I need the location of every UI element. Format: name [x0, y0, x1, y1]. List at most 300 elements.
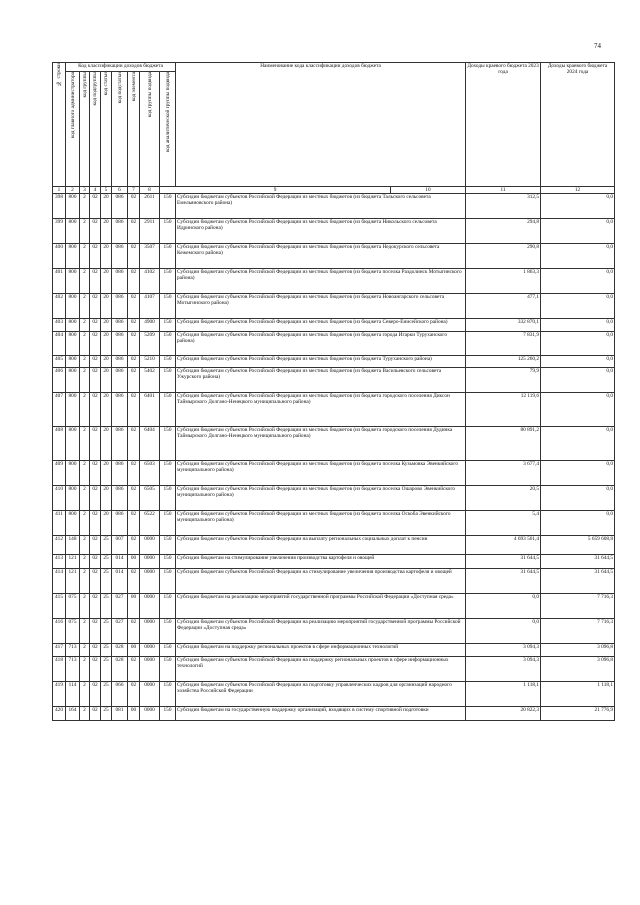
column-number: 7: [128, 187, 140, 194]
group-code-cell: 2: [80, 332, 90, 356]
revenue-2024-cell: 0,0: [541, 368, 615, 393]
row-number-cell: 414: [53, 568, 66, 593]
subtype-group-code-cell: 5402: [140, 368, 160, 393]
revenue-name-cell: Субсидии бюджетам субъектов Российской Федерации на поддержку региональных проектов в сфере информационных технологий: [176, 656, 466, 681]
revenue-2024-cell: 5 659 608,8: [541, 536, 615, 555]
subtype-group-code-cell: 5209: [140, 332, 160, 356]
subtype-group-code-cell: 0000: [140, 706, 160, 720]
column-number: 5: [101, 187, 112, 194]
revenue-2024-cell: 0,0: [541, 194, 615, 219]
subgroup-code-cell: 02: [90, 555, 101, 568]
analytic-group-code-cell: 150: [160, 486, 176, 511]
revenue-2024-cell: 7 716,3: [541, 593, 615, 618]
subarticle-code-cell: 086: [112, 393, 128, 427]
subgroup-code-cell: 02: [90, 656, 101, 681]
revenue-name-cell: Субсидии бюджетам субъектов Российской Федерации на подготовку управленческих кадров для организаций народного хозяйства Российской Федерации: [176, 681, 466, 706]
admin-code-cell: 075: [66, 618, 80, 643]
subgroup-code-cell: 02: [90, 427, 101, 461]
row-number-cell: 411: [53, 511, 66, 536]
revenue-2024-cell: 0,0: [541, 219, 615, 244]
subarticle-code-cell: 086: [112, 294, 128, 319]
element-code-header: [128, 72, 140, 187]
revenue-2023-cell: 20 822,3: [466, 706, 541, 720]
analytic-group-code-cell: 150: [160, 319, 176, 332]
table-row: [53, 427, 615, 461]
analytic-group-code-cell: 150: [160, 194, 176, 219]
subarticle-code-cell: 027: [112, 593, 128, 618]
revenue-2023-cell: 290,8: [466, 244, 541, 269]
revenue-name-cell: Субсидии бюджетам субъектов Российской Федерации из местных бюджетов (из бюджета поселка Оскоба Эвенкийского муниципального района): [176, 511, 466, 536]
revenue-name-cell: Субсидии бюджетам на государственную поддержку организаций, входящих в систему спортивной подготовки: [176, 706, 466, 720]
revenue-2023-cell: 294,8: [466, 219, 541, 244]
revenue-2023-cell: 332 870,1: [466, 319, 541, 332]
column-number-row: [53, 187, 615, 194]
article-code-cell: 25: [101, 706, 112, 720]
admin-code-cell: 114: [66, 681, 80, 706]
revenue-name-cell: Субсидии бюджетам субъектов Российской Федерации из местных бюджетов (из бюджета городского поселения Дудинка Таймырского Долгано-Ненецкого муниципального района): [176, 427, 466, 461]
row-number-cell: 416: [53, 618, 66, 643]
subarticle-code-cell: 086: [112, 486, 128, 511]
group-code-cell: 2: [80, 643, 90, 656]
element-code-cell: 02: [128, 319, 140, 332]
row-number-cell: 398: [53, 194, 66, 219]
subtype-group-code-cell: 0000: [140, 593, 160, 618]
group-code-cell: 2: [80, 194, 90, 219]
subtype-group-code-cell: 4107: [140, 294, 160, 319]
revenue-2024-cell: 0,0: [541, 294, 615, 319]
admin-code-cell: 075: [66, 593, 80, 618]
revenue-2023-cell: 0,0: [466, 593, 541, 618]
subarticle-code-cell: 014: [112, 555, 128, 568]
group-code-cell: 2: [80, 219, 90, 244]
admin-code-cell: 800: [66, 393, 80, 427]
analytic-group-code-header: [160, 72, 176, 187]
admin-code-cell: 121: [66, 555, 80, 568]
subtype-group-code-cell: 6503: [140, 461, 160, 486]
revenue-name-cell: Субсидии бюджетам субъектов Российской Федерации из местных бюджетов (из бюджета поселка Кузьмовка Эвенкийского муниципального района): [176, 461, 466, 486]
group-code-header-label: код группы: [81, 72, 88, 98]
revenue-2023-cell: 125 260,2: [466, 356, 541, 368]
revenue-2023-cell: 80 891,2: [466, 427, 541, 461]
revenue-name-cell: Субсидии бюджетам субъектов Российской Федерации из местных бюджетов (из бюджета Недокурского сельсовета Кежемского района): [176, 244, 466, 269]
table-row: [53, 269, 615, 294]
table-row: [53, 681, 615, 706]
element-code-cell: 02: [128, 568, 140, 593]
revenue-name-cell: Субсидии бюджетам на реализацию мероприятий государственной программы Российской Федерации «Доступная среда»: [176, 593, 466, 618]
table-row: [53, 319, 615, 332]
analytic-group-code-cell: 150: [160, 244, 176, 269]
revenue-name-cell: Субсидии бюджетам субъектов Российской Федерации из местных бюджетов (из бюджета Новоангарского сельсовета Мотыгинского района): [176, 294, 466, 319]
group-code-cell: 2: [80, 568, 90, 593]
article-code-cell: 20: [101, 194, 112, 219]
subgroup-code-cell: 02: [90, 244, 101, 269]
subarticle-code-cell: 066: [112, 681, 128, 706]
analytic-group-code-cell: 150: [160, 593, 176, 618]
revenue-name-cell: Субсидии бюджетам субъектов Российской Федерации из местных бюджетов (из бюджета Северо-Енисейского района): [176, 319, 466, 332]
revenue-name-cell: Субсидии бюджетам субъектов Российской Федерации из местных бюджетов (из бюджета Тальского сельсовета Емельяновского района): [176, 194, 466, 219]
subarticle-code-cell: 086: [112, 269, 128, 294]
subgroup-code-cell: 02: [90, 511, 101, 536]
admin-code-cell: 800: [66, 194, 80, 219]
subarticle-code-cell: 014: [112, 568, 128, 593]
subtype-group-code-cell: 6505: [140, 486, 160, 511]
subtype-group-code-cell: 0000: [140, 618, 160, 643]
article-code-cell: 25: [101, 555, 112, 568]
group-code-cell: 2: [80, 356, 90, 368]
row-number-cell: 401: [53, 269, 66, 294]
subtype-group-code-cell: 0000: [140, 643, 160, 656]
subgroup-code-cell: 02: [90, 486, 101, 511]
revenue-2023-cell: 3 094,3: [466, 643, 541, 656]
revenue-2024-cell: 3 096,8: [541, 643, 615, 656]
table-row: [53, 194, 615, 219]
group-code-cell: 2: [80, 511, 90, 536]
table-row: [53, 555, 615, 568]
revenue-2023-cell: 1 118,1: [466, 681, 541, 706]
admin-code-cell: 121: [66, 568, 80, 593]
subtype-group-code-cell: 2611: [140, 194, 160, 219]
subgroup-code-cell: 02: [90, 536, 101, 555]
revenue-name-cell: Субсидии бюджетам субъектов Российской Федерации из местных бюджетов (из бюджета Никольского сельсовета Идринского района): [176, 219, 466, 244]
group-code-cell: 2: [80, 618, 90, 643]
group-code-cell: 2: [80, 681, 90, 706]
subtype-group-code-cell: 6401: [140, 393, 160, 427]
element-code-cell: 00: [128, 555, 140, 568]
element-code-cell: 00: [128, 643, 140, 656]
subtype-group-code-cell: 4102: [140, 269, 160, 294]
page-number: 74: [594, 42, 601, 50]
analytic-group-code-cell: 150: [160, 511, 176, 536]
row-number-cell: 406: [53, 368, 66, 393]
table-body: [53, 187, 615, 721]
subarticle-code-cell: 086: [112, 461, 128, 486]
subgroup-code-cell: 02: [90, 593, 101, 618]
subarticle-code-header-label: код подстатьи: [116, 72, 123, 104]
row-number-cell: 420: [53, 706, 66, 720]
group-code-cell: 2: [80, 393, 90, 427]
element-code-cell: 02: [128, 461, 140, 486]
revenue-2023-cell: 3 677,4: [466, 461, 541, 486]
subgroup-code-cell: 02: [90, 294, 101, 319]
element-code-cell: 02: [128, 656, 140, 681]
revenue-2023-cell: 312,5: [466, 194, 541, 219]
element-code-cell: 02: [128, 194, 140, 219]
table-row: [53, 219, 615, 244]
element-code-cell: 02: [128, 427, 140, 461]
table-row: [53, 368, 615, 393]
revenue-2024-header: Доходы краевого бюджета 2024 года: [541, 63, 615, 187]
subarticle-code-cell: 086: [112, 427, 128, 461]
subtype-group-code-cell: 6404: [140, 427, 160, 461]
article-code-cell: 20: [101, 486, 112, 511]
revenue-2023-cell: 1 863,3: [466, 269, 541, 294]
revenue-2023-cell: 3 094,3: [466, 656, 541, 681]
revenue-2023-cell: 4 693 561,4: [466, 536, 541, 555]
column-number: 8: [140, 187, 160, 194]
group-code-cell: 2: [80, 593, 90, 618]
table-row: [53, 643, 615, 656]
revenue-2024-cell: 0,0: [541, 319, 615, 332]
admin-code-cell: 800: [66, 269, 80, 294]
revenue-name-cell: Субсидии бюджетам субъектов Российской Федерации из местных бюджетов (из бюджета Васильевского сельсовета Ужурского района): [176, 368, 466, 393]
analytic-group-code-cell: 150: [160, 656, 176, 681]
column-number: 3: [80, 187, 90, 194]
article-code-cell: 20: [101, 356, 112, 368]
article-code-cell: 25: [101, 536, 112, 555]
subarticle-code-cell: 086: [112, 368, 128, 393]
element-code-cell: 02: [128, 486, 140, 511]
row-number-cell: 407: [53, 393, 66, 427]
revenue-name-cell: Субсидии бюджетам субъектов Российской Федерации из местных бюджетов (из бюджета поселка Ошарово Эвенкийского муниципального района): [176, 486, 466, 511]
subgroup-code-cell: 02: [90, 368, 101, 393]
revenue-2024-cell: 0,0: [541, 393, 615, 427]
revenue-2024-cell: 1 118,1: [541, 681, 615, 706]
element-code-cell: 02: [128, 536, 140, 555]
group-code-cell: 2: [80, 656, 90, 681]
article-code-cell: 20: [101, 511, 112, 536]
subgroup-code-cell: 02: [90, 356, 101, 368]
row-number-header: [53, 63, 66, 187]
admin-code-cell: 800: [66, 511, 80, 536]
revenue-2023-cell: 31 644,5: [466, 555, 541, 568]
column-number: 11: [466, 187, 541, 194]
subtype-group-code-cell: 0000: [140, 681, 160, 706]
subarticle-code-cell: 086: [112, 319, 128, 332]
row-number-cell: 400: [53, 244, 66, 269]
subgroup-code-cell: 02: [90, 568, 101, 593]
subtype-group-code-cell: 0000: [140, 568, 160, 593]
row-number-cell: 410: [53, 486, 66, 511]
table-row: [53, 568, 615, 593]
group-code-cell: 2: [80, 461, 90, 486]
group-code-cell: 2: [80, 319, 90, 332]
admin-code-cell: 800: [66, 294, 80, 319]
revenue-name-cell: Субсидии бюджетам субъектов Российской Федерации на выплату региональных социальных доплат к пенсии: [176, 536, 466, 555]
revenue-2024-cell: 21 776,9: [541, 706, 615, 720]
column-number: 12: [541, 187, 615, 194]
subarticle-code-cell: 027: [112, 618, 128, 643]
row-number-cell: 419: [53, 681, 66, 706]
subarticle-code-cell: 081: [112, 706, 128, 720]
admin-code-cell: 800: [66, 332, 80, 356]
classification-code-group-header: Код классификации доходов бюджета: [66, 63, 176, 72]
revenue-2024-cell: 0,0: [541, 511, 615, 536]
revenue-name-cell: Субсидии бюджетам субъектов Российской Федерации из местных бюджетов (из бюджета города Игарки Туруханского района): [176, 332, 466, 356]
revenue-2024-cell: 0,0: [541, 461, 615, 486]
group-code-header: [80, 72, 90, 187]
revenue-2024-cell: 0,0: [541, 486, 615, 511]
subgroup-code-cell: 02: [90, 618, 101, 643]
subarticle-code-header: [112, 72, 128, 187]
analytic-group-code-cell: 150: [160, 555, 176, 568]
row-number-cell: 413: [53, 555, 66, 568]
revenue-2024-cell: 7 716,3: [541, 618, 615, 643]
article-code-cell: 20: [101, 219, 112, 244]
element-code-cell: 02: [128, 244, 140, 269]
row-number-cell: 399: [53, 219, 66, 244]
subgroup-code-cell: 02: [90, 332, 101, 356]
article-code-cell: 20: [101, 294, 112, 319]
group-code-cell: 2: [80, 706, 90, 720]
column-number: 9: [160, 187, 391, 194]
row-number-header-label: № строки: [56, 63, 62, 86]
admin-code-header: [66, 72, 80, 187]
subtype-group-code-cell: 0000: [140, 555, 160, 568]
revenue-2023-cell: 0,0: [466, 618, 541, 643]
group-code-cell: 2: [80, 244, 90, 269]
subgroup-code-cell: 02: [90, 643, 101, 656]
element-code-cell: 02: [128, 269, 140, 294]
subgroup-code-cell: 02: [90, 194, 101, 219]
subtype-group-code-cell: 6522: [140, 511, 160, 536]
subarticle-code-cell: 028: [112, 656, 128, 681]
element-code-cell: 02: [128, 368, 140, 393]
subarticle-code-cell: 007: [112, 536, 128, 555]
revenue-2024-cell: 3 096,8: [541, 656, 615, 681]
analytic-group-code-header-label: код аналитической группы подвида: [164, 72, 171, 152]
table-row: [53, 593, 615, 618]
element-code-cell: 02: [128, 332, 140, 356]
article-code-cell: 25: [101, 618, 112, 643]
group-code-cell: 2: [80, 427, 90, 461]
group-code-cell: 2: [80, 269, 90, 294]
row-number-cell: 409: [53, 461, 66, 486]
analytic-group-code-cell: 150: [160, 356, 176, 368]
subgroup-code-cell: 02: [90, 706, 101, 720]
admin-code-cell: 800: [66, 427, 80, 461]
analytic-group-code-cell: 150: [160, 269, 176, 294]
element-code-header-label: код элемента: [130, 72, 137, 102]
revenue-2024-cell: 0,0: [541, 356, 615, 368]
subgroup-code-cell: 02: [90, 681, 101, 706]
subarticle-code-cell: 086: [112, 511, 128, 536]
table-row: [53, 461, 615, 486]
element-code-cell: 02: [128, 393, 140, 427]
article-code-cell: 25: [101, 643, 112, 656]
row-number-cell: 412: [53, 536, 66, 555]
admin-code-cell: 800: [66, 319, 80, 332]
row-number-cell: 418: [53, 656, 66, 681]
article-code-cell: 25: [101, 568, 112, 593]
revenue-2023-cell: 12 119,6: [466, 393, 541, 427]
analytic-group-code-cell: 150: [160, 568, 176, 593]
revenue-2023-cell: 7 831,9: [466, 332, 541, 356]
element-code-cell: 00: [128, 706, 140, 720]
table-row: [53, 656, 615, 681]
row-number-cell: 402: [53, 294, 66, 319]
table-row: [53, 486, 615, 511]
name-column-header: Наименование кода классификации доходов бюджета: [176, 63, 466, 187]
revenue-2024-cell: 0,0: [541, 269, 615, 294]
revenue-2023-header: Доходы краевого бюджета 2023 года: [466, 63, 541, 187]
revenue-name-cell: Субсидии бюджетам субъектов Российской Федерации из местных бюджетов (из бюджета Туруханского района): [176, 356, 466, 368]
revenue-2024-cell: 0,0: [541, 427, 615, 461]
revenue-2023-cell: 31 644,5: [466, 568, 541, 593]
subgroup-code-cell: 02: [90, 461, 101, 486]
group-code-cell: 2: [80, 536, 90, 555]
table-row: [53, 536, 615, 555]
article-code-cell: 25: [101, 681, 112, 706]
table-row: [53, 393, 615, 427]
admin-code-cell: 800: [66, 368, 80, 393]
admin-code-header-label: код главного администратора: [69, 72, 76, 139]
subtype-group-code-cell: 0000: [140, 656, 160, 681]
element-code-cell: 02: [128, 511, 140, 536]
subarticle-code-cell: 086: [112, 356, 128, 368]
subarticle-code-cell: 028: [112, 643, 128, 656]
article-code-cell: 25: [101, 593, 112, 618]
analytic-group-code-cell: 150: [160, 461, 176, 486]
element-code-cell: 02: [128, 681, 140, 706]
table-row: [53, 356, 615, 368]
article-code-header: [101, 72, 112, 187]
element-code-cell: 02: [128, 618, 140, 643]
admin-code-cell: 800: [66, 244, 80, 269]
admin-code-cell: 800: [66, 356, 80, 368]
column-number: 2: [66, 187, 80, 194]
admin-code-cell: 713: [66, 643, 80, 656]
revenue-2024-cell: 0,0: [541, 332, 615, 356]
revenue-name-cell: Субсидии бюджетам на поддержку региональных проектов в сфере информационных технологий: [176, 643, 466, 656]
article-code-cell: 20: [101, 368, 112, 393]
group-code-cell: 2: [80, 368, 90, 393]
table-row: [53, 706, 615, 720]
row-number-cell: 405: [53, 356, 66, 368]
analytic-group-code-cell: 150: [160, 393, 176, 427]
article-code-cell: 20: [101, 269, 112, 294]
admin-code-cell: 800: [66, 486, 80, 511]
subgroup-code-header: [90, 72, 101, 187]
analytic-group-code-cell: 150: [160, 618, 176, 643]
admin-code-cell: 148: [66, 536, 80, 555]
article-code-cell: 20: [101, 393, 112, 427]
subgroup-code-cell: 02: [90, 393, 101, 427]
column-number: 1: [53, 187, 66, 194]
subgroup-code-cell: 02: [90, 269, 101, 294]
column-number: 10: [391, 187, 466, 194]
budget-revenue-table: [52, 62, 615, 721]
revenue-name-cell: Субсидии бюджетам субъектов Российской Федерации из местных бюджетов (из бюджета поселка Раздолинск Мотыгинского района): [176, 269, 466, 294]
group-code-cell: 2: [80, 486, 90, 511]
subarticle-code-cell: 086: [112, 332, 128, 356]
revenue-name-cell: Субсидии бюджетам субъектов Российской Федерации на стимулирование увеличения производства картофеля и овощей: [176, 568, 466, 593]
table-row: [53, 332, 615, 356]
revenue-2024-cell: 31 644,5: [541, 555, 615, 568]
subtype-group-code-header-label: код группы подвида: [146, 72, 153, 118]
group-code-cell: 2: [80, 294, 90, 319]
analytic-group-code-cell: 150: [160, 706, 176, 720]
subtype-group-code-cell: 4900: [140, 319, 160, 332]
subgroup-code-cell: 02: [90, 319, 101, 332]
element-code-cell: 00: [128, 593, 140, 618]
article-code-cell: 20: [101, 244, 112, 269]
revenue-2024-cell: 0,0: [541, 244, 615, 269]
analytic-group-code-cell: 150: [160, 427, 176, 461]
subgroup-code-cell: 02: [90, 219, 101, 244]
subarticle-code-cell: 086: [112, 244, 128, 269]
revenue-2024-cell: 31 644,5: [541, 568, 615, 593]
element-code-cell: 02: [128, 219, 140, 244]
article-code-cell: 20: [101, 332, 112, 356]
analytic-group-code-cell: 150: [160, 681, 176, 706]
admin-code-cell: 713: [66, 656, 80, 681]
column-number: 4: [90, 187, 101, 194]
table-row: [53, 244, 615, 269]
group-code-cell: 2: [80, 555, 90, 568]
revenue-2023-cell: 477,1: [466, 294, 541, 319]
row-number-cell: 417: [53, 643, 66, 656]
revenue-name-cell: Субсидии бюджетам субъектов Российской Федерации на реализацию мероприятий государственной программы Российской Федерации «Доступная среда»: [176, 618, 466, 643]
